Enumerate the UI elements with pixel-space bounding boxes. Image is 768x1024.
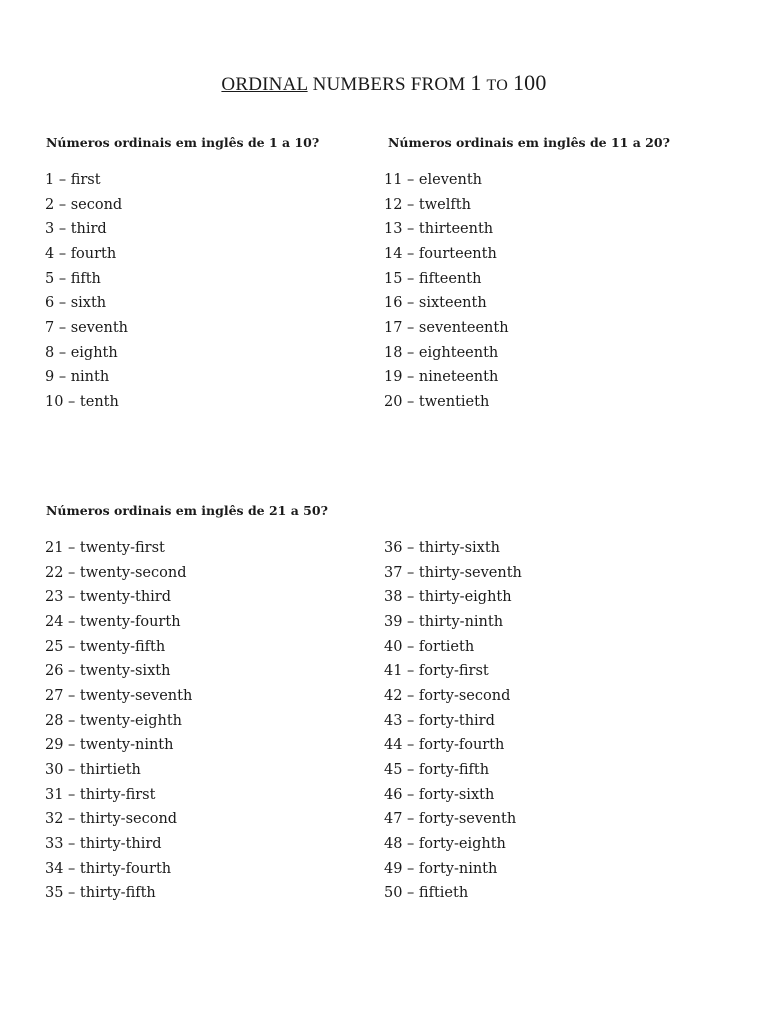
list-item: 34 – thirty-fourth (45, 860, 172, 877)
list-item: 10 – tenth (45, 393, 119, 410)
title-number-end: 100 (512, 70, 547, 95)
list-item: 37 – thirty-seventh (384, 564, 522, 581)
list-item: 19 – nineteenth (384, 369, 499, 386)
list-item: 6 – sixth (45, 295, 107, 312)
list-item: 17 – seventeenth (384, 319, 509, 336)
list-item: 38 – thirty-eighth (384, 589, 512, 606)
list-item: 4 – fourth (45, 245, 117, 262)
list-item: 8 – eighth (45, 344, 118, 361)
ordinal-list-11-20 (384, 168, 509, 415)
list-item: 18 – eighteenth (384, 344, 499, 361)
list-item: 25 – twenty-fifth (45, 638, 166, 655)
list-item: 30 – thirtieth (45, 761, 141, 778)
list-item: 7 – seventh (45, 319, 128, 336)
list-item: 24 – twenty-fourth (45, 613, 181, 630)
title-words-numbers-from: NUMBERS FROM (312, 74, 466, 95)
list-item: 12 – twelfth (384, 196, 471, 213)
list-item: 20 – twentieth (384, 393, 490, 410)
list-item: 15 – fifteenth (384, 270, 482, 287)
list-item: 3 – third (45, 221, 107, 238)
section1-heading-left: Números ordinais em inglês de 1 a 10? (46, 135, 320, 150)
list-item: 11 – eleventh (384, 172, 482, 188)
section2-heading: Números ordinais em inglês de 21 a 50? (46, 503, 328, 518)
list-item: 13 – thirteenth (384, 221, 494, 238)
list-item: 23 – twenty-third (45, 589, 172, 606)
ordinal-list-21-35 (45, 536, 192, 906)
list-item: 50 – fiftieth (384, 885, 469, 902)
list-item: 44 – forty-fourth (384, 737, 505, 754)
title-word-to: TO (486, 77, 508, 94)
list-item: 22 – twenty-second (45, 564, 187, 581)
list-item: 1 – first (45, 172, 101, 188)
page-title (0, 70, 768, 96)
list-item: 35 – thirty-fifth (45, 885, 156, 902)
title-number-start: 1 (470, 70, 482, 95)
list-item: 14 – fourteenth (384, 245, 497, 262)
list-item: 41 – forty-first (384, 663, 489, 680)
list-item: 43 – forty-third (384, 712, 495, 729)
list-item: 40 – fortieth (384, 638, 475, 655)
list-item: 9 – ninth (45, 369, 110, 386)
list-item: 31 – thirty-first (45, 786, 156, 803)
title-word-ordinal: ORDINAL (221, 74, 308, 95)
list-item: 47 – forty-seventh (384, 811, 517, 828)
list-item: 33 – thirty-third (45, 835, 162, 852)
ordinal-list-36-50 (384, 536, 522, 906)
list-item: 16 – sixteenth (384, 295, 487, 312)
section1-heading-right: Números ordinais em inglês de 11 a 20? (388, 135, 670, 150)
list-item: 48 – forty-eighth (384, 835, 506, 852)
list-item: 5 – fifth (45, 270, 101, 287)
list-item: 26 – twenty-sixth (45, 663, 171, 680)
list-item: 32 – thirty-second (45, 811, 178, 828)
list-item: 49 – forty-ninth (384, 860, 498, 877)
list-item: 21 – twenty-first (45, 540, 165, 556)
list-item: 29 – twenty-ninth (45, 737, 174, 754)
ordinal-list-1-10 (45, 168, 128, 415)
list-item: 42 – forty-second (384, 687, 511, 704)
list-item: 2 – second (45, 196, 123, 213)
list-item: 45 – forty-fifth (384, 761, 490, 778)
list-item: 39 – thirty-ninth (384, 613, 504, 630)
list-item: 27 – twenty-seventh (45, 687, 193, 704)
list-item: 46 – forty-sixth (384, 786, 495, 803)
list-item: 36 – thirty-sixth (384, 540, 500, 556)
list-item: 28 – twenty-eighth (45, 712, 182, 729)
